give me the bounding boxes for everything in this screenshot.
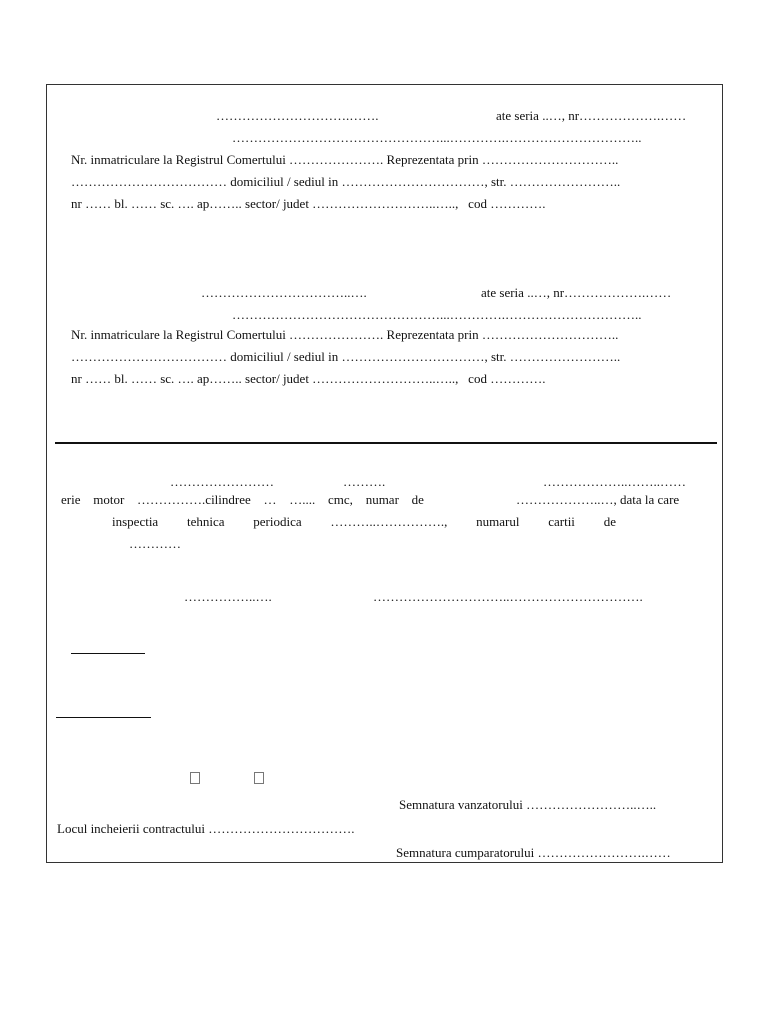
party1-registry-line: Nr. inmatriculare la Registrul Comertului …………………. Reprezentata prin ………………………….. — [71, 152, 619, 167]
word: erie — [61, 492, 81, 507]
heading-underline-1 — [71, 653, 145, 654]
vehicle-card-field[interactable]: ………… — [129, 536, 181, 551]
vehicle-field-b[interactable]: ………. — [343, 474, 386, 489]
price-words-field[interactable]: …………………………..…………………………. — [373, 589, 643, 604]
word: de — [603, 514, 616, 529]
option-checkbox-1[interactable] — [190, 772, 200, 784]
party1-id-series-field[interactable]: ate seria ..…, nr……………….…… — [496, 108, 687, 123]
inspection-date-line: ………………..…, data la care — [516, 492, 680, 507]
word: periodica — [253, 514, 302, 529]
word: … — [263, 492, 277, 507]
word: inspectia — [112, 514, 159, 529]
contract-place-line: Locul incheierii contractului ……………………………. — [57, 821, 355, 836]
party2-name-field[interactable]: ……………………………..…. — [201, 285, 367, 300]
word: cmc, — [328, 492, 353, 507]
option-checkbox-2[interactable] — [254, 772, 264, 784]
party1-domicile-line: ……………………………… domiciliul / sediul in ……………………………, str. …………………….. — [71, 174, 621, 189]
heading-underline-2 — [56, 717, 151, 718]
word: numarul — [476, 514, 520, 529]
buyer-signature-line: Semnatura cumparatorului …………………….…… — [396, 845, 671, 860]
word: ………..……………., — [330, 514, 448, 529]
word: motor — [93, 492, 125, 507]
price-field[interactable]: ……………..…. — [184, 589, 272, 604]
party2-address-details-line: nr …… bl. …… sc. …. ap…….. sector/ judet ………………………..….., cod …………. — [71, 371, 546, 386]
party2-registry-line: Nr. inmatriculare la Registrul Comertului …………………. Reprezentata prin ………………………….. — [71, 327, 619, 342]
section-divider — [55, 442, 717, 444]
party2-domicile-line: ……………………………… domiciliul / sediul in ……………………………, str. …………………….. — [71, 349, 621, 364]
word: ….... — [289, 492, 316, 507]
word: de — [411, 492, 424, 507]
vehicle-field-a[interactable]: …………………… — [170, 474, 274, 489]
word: cartii — [548, 514, 575, 529]
party1-name-field[interactable]: ………………………….……. — [216, 108, 379, 123]
word: …………….cilindree — [137, 492, 251, 507]
vehicle-field-c[interactable]: ………………..……..…… — [543, 474, 686, 489]
technical-inspection-line — [112, 514, 616, 530]
party1-address-details-line: nr …… bl. …… sc. …. ap…….. sector/ judet ………………………..….., cod …………. — [71, 196, 546, 211]
party2-id-series-field[interactable]: ate seria ..…, nr……………….…… — [481, 285, 672, 300]
word: tehnica — [186, 514, 225, 529]
seller-signature-line: Semnatura vanzatorului ……………………..….. — [399, 797, 657, 812]
party2-address-field[interactable]: …………………………………………...………….………………………….. — [232, 307, 642, 322]
engine-cylinder-line — [61, 492, 424, 508]
word: numar — [365, 492, 399, 507]
party1-address-field[interactable]: …………………………………………...………….………………………….. — [232, 130, 642, 145]
